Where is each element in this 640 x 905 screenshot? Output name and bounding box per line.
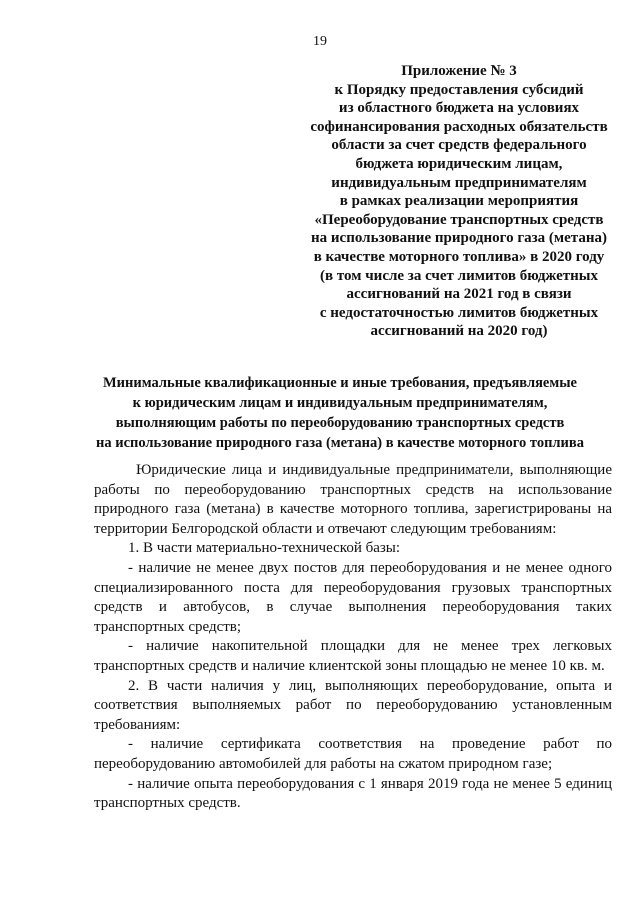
appendix-header — [296, 62, 622, 341]
page-number: 19 — [313, 34, 327, 49]
heading-line: на использование природного газа (метана) в качестве моторного топлива — [95, 435, 584, 451]
heading-line: Минимальные квалификационные и иные требования, предъявляемые — [102, 375, 577, 391]
appendix-line: области за счет средств федерального — [331, 137, 587, 154]
appendix-line: софинансирования расходных обязательств — [310, 118, 608, 135]
appendix-line: в качестве моторного топлива» в 2020 году — [313, 248, 605, 265]
appendix-title: Приложение № 3 — [401, 63, 517, 79]
appendix-line: бюджета юридическим лицам, — [355, 155, 563, 172]
appendix-line: в рамках реализации мероприятия — [339, 193, 579, 210]
heading-line: выполняющим работы по переоборудованию транспортных средств — [115, 415, 565, 431]
section-2-title: 2. В части наличия у лиц, выполняющих переоборудование, опыта и соответствия выполняемых работ по переоборудованию установленным требованиям: — [94, 677, 612, 733]
section-1-item-1: - наличие не менее двух постов для переоборудования и не менее одного специализированного поста для переоборудования грузовых транспортных средств и автобусов, в случае выполнения переоборудования таких транспортных средств; — [94, 559, 612, 635]
section-2-item-1: - наличие сертификата соответствия на проведение работ по переоборудованию автомобилей для работы на сжатом природном газе; — [94, 736, 612, 772]
section-1-item-2: - наличие накопительной площадки для не менее трех легковых транспортных средств и наличие клиентской зоны площадью не менее 10 кв. м. — [94, 638, 612, 674]
document-heading — [60, 373, 620, 453]
appendix-line: (в том числе за счет лимитов бюджетных — [320, 267, 598, 284]
appendix-line: «Переоборудование транспортных средств — [314, 211, 604, 228]
heading-line: к юридическим лицам и индивидуальным предпринимателям, — [132, 395, 548, 411]
intro-paragraph: Юридические лица и индивидуальные предприниматели, выполняющие работы по переоборудованию транспортных средств на использование природного газа (метана) в качестве моторного топлива, зарегистрированы на территории Белгородской области и отвечают следующим требованиям: — [94, 462, 612, 537]
section-1-title: 1. В части материально-технической базы: — [128, 540, 401, 557]
appendix-line: к Порядку предоставления субсидий — [334, 81, 584, 98]
appendix-line: ассигнований на 2021 год в связи — [346, 286, 572, 303]
appendix-line: индивидуальным предпринимателям — [331, 174, 587, 191]
appendix-line: из областного бюджета на условиях — [338, 100, 580, 117]
appendix-line: с недостаточностью лимитов бюджетных — [319, 304, 599, 321]
appendix-line: ассигнований на 2020 год) — [370, 323, 548, 340]
document-body — [94, 461, 612, 814]
section-2-item-2: - наличие опыта переоборудования с 1 января 2019 года не менее 5 единиц транспортных средств. — [94, 775, 612, 812]
appendix-line: на использование природного газа (метана) — [311, 230, 607, 247]
